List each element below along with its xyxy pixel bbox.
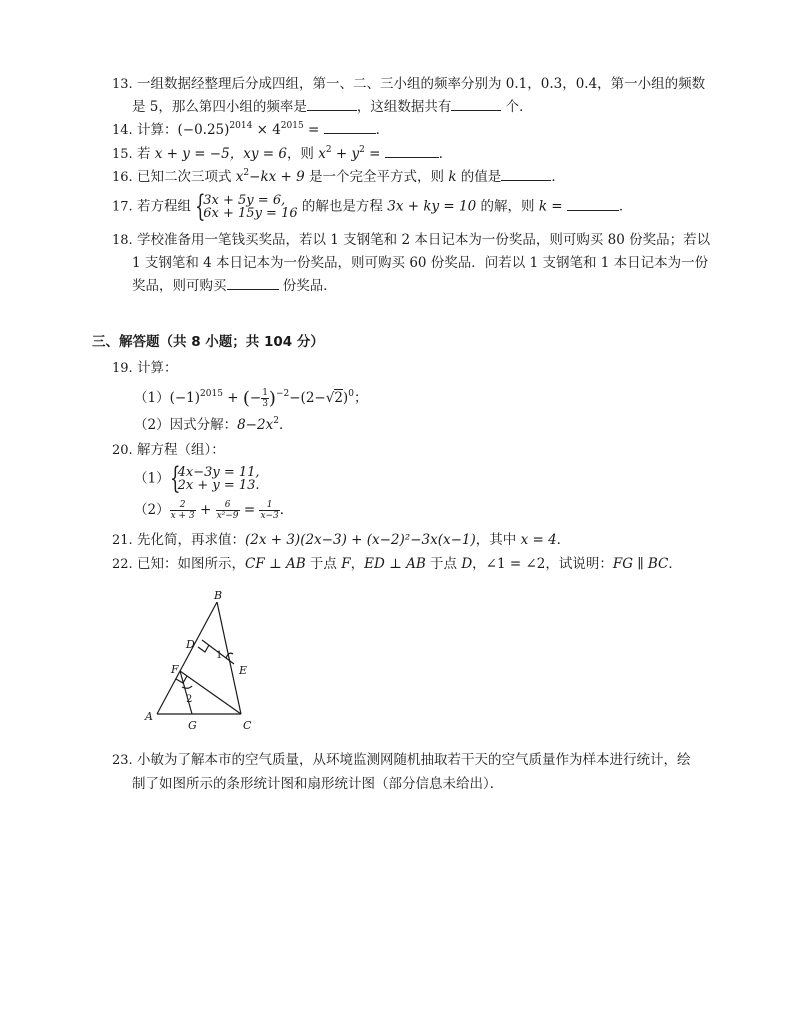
q19-title-line bbox=[112, 358, 177, 379]
q19-p1-plus: + bbox=[222, 390, 243, 406]
q19-part2-expr: 8−2x bbox=[237, 417, 274, 433]
segment-cf bbox=[180, 671, 241, 714]
q22-point-d: D bbox=[461, 556, 473, 572]
q17-blank[interactable] bbox=[567, 197, 619, 211]
q15-eq: = bbox=[364, 146, 385, 162]
q17-eq1: 3x + 5y = 6, bbox=[203, 193, 286, 208]
q18-text-3a: 奖品，则可购买 bbox=[132, 278, 227, 294]
q19-part2-exp: 2 bbox=[273, 416, 279, 426]
q14-base: (−0.25) bbox=[177, 122, 230, 138]
q20-plus: + bbox=[195, 502, 216, 518]
q19-p1-c: −(2− bbox=[289, 390, 326, 406]
q14-prefix: 计算： bbox=[136, 122, 178, 138]
q15-line bbox=[112, 144, 452, 165]
q22-ed-perp-ab: ED ⊥ AB bbox=[364, 556, 426, 572]
q14-eq: = bbox=[303, 122, 324, 138]
q21-mid: ，其中 bbox=[475, 532, 521, 548]
q20-title-line bbox=[112, 440, 225, 461]
q17-number: 17. bbox=[112, 199, 133, 215]
q19-p1-exp2: −2 bbox=[275, 389, 290, 399]
q21-text: 先化简，再求值： bbox=[136, 532, 245, 548]
q13-blank-1[interactable] bbox=[307, 97, 357, 111]
q19-part2-end: ． bbox=[278, 417, 293, 433]
q20-part1-label: （1） bbox=[134, 470, 170, 487]
q16-rest: −kx + 9 bbox=[249, 169, 305, 185]
q22-line bbox=[112, 554, 682, 575]
q19-part2-label: （2） bbox=[134, 417, 170, 433]
q13-blank-2[interactable] bbox=[451, 97, 501, 111]
angle-2-arc bbox=[182, 686, 192, 688]
q17-equation: 3x + ky = 10 bbox=[387, 198, 477, 215]
q22-t2: ， bbox=[350, 556, 365, 572]
q23-line1 bbox=[112, 750, 690, 771]
q20-end: ． bbox=[279, 502, 294, 518]
q17-system: { 3x + 5y = 6, 6x + 15y = 16 bbox=[195, 189, 298, 224]
q23-text-2: 制了如图所示的条形统计图和扇形统计图（部分信息未给出）． bbox=[132, 776, 504, 792]
q13-number: 13. bbox=[112, 77, 133, 92]
q19-p1-d: ) bbox=[342, 390, 349, 406]
q19-p1-a: (−1) bbox=[169, 390, 201, 406]
q17-mid2: 的解，则 bbox=[476, 198, 539, 215]
q20-eq2: 2x + y = 13. bbox=[177, 478, 260, 493]
q16-k: k bbox=[448, 169, 457, 185]
q17-end: ． bbox=[618, 198, 633, 215]
q18-text-1: 学校准备用一笔钱买奖品，若以 1 支钢笔和 2 本日记本为一份奖品，则可购买 80 份奖品；若以 bbox=[136, 232, 711, 248]
q18-text-3b: 份奖品． bbox=[278, 278, 337, 294]
label-a: A bbox=[145, 710, 153, 723]
q22-angle-eq: ∠1 = ∠2 bbox=[485, 556, 546, 572]
q16-prefix: 已知二次三项式 bbox=[136, 169, 236, 185]
q19-part2-text: 因式分解： bbox=[169, 417, 238, 433]
q22-t1: 于点 bbox=[305, 556, 342, 572]
q15-exp1: 2 bbox=[325, 145, 332, 155]
q23-number: 23. bbox=[112, 753, 133, 768]
q20-title: 解方程（组）： bbox=[136, 442, 225, 458]
q14-times: × 4 bbox=[252, 122, 281, 138]
q15-exp2: 2 bbox=[359, 145, 365, 155]
q22-t4: ， bbox=[472, 556, 486, 572]
q17-line bbox=[112, 189, 633, 224]
q14-number: 14. bbox=[112, 123, 133, 138]
q22-t3: 于点 bbox=[425, 556, 462, 572]
q19-p1-exp: 2015 bbox=[200, 389, 223, 399]
q19-title: 计算： bbox=[136, 360, 178, 376]
q22-cf-perp-ab: CF ⊥ AB bbox=[244, 556, 306, 572]
q23-line2 bbox=[132, 774, 503, 794]
q15-mid: ，则 bbox=[286, 146, 319, 162]
q18-line2 bbox=[132, 253, 708, 273]
q19-part1: $(1)(-1)^{2015}$ + (− $\frac{1}{3}$ )$^{-2}-(2-√2)^0$； bbox=[134, 388, 368, 409]
section-title: 三、解答题（共 8 小题；共 104 分） bbox=[92, 334, 324, 350]
q19-part2 bbox=[134, 415, 292, 435]
q20-system: { 4x−3y = 11, 2x + y = 13. bbox=[169, 461, 260, 496]
angle-1-arc bbox=[226, 653, 233, 658]
q16-x: x bbox=[235, 169, 244, 185]
q18-text-2: 1 支钢笔和 4 本日记本为一份奖品，则可购买 60 份奖品．问若以 1 支钢笔和 1 本日记本为一份 bbox=[132, 255, 709, 271]
label-angle-2: 2 bbox=[186, 694, 193, 705]
q20-eq: = bbox=[239, 502, 260, 518]
q22-text: 已知：如图所示， bbox=[136, 556, 245, 572]
q22-t5: ，试说明： bbox=[545, 556, 613, 572]
q18-blank[interactable] bbox=[227, 276, 279, 290]
q13-text-2c: 个． bbox=[501, 99, 533, 115]
label-b: B bbox=[214, 589, 223, 602]
q15-blank[interactable] bbox=[385, 144, 439, 158]
q16-blank[interactable] bbox=[501, 167, 551, 181]
q16-number: 16. bbox=[112, 170, 133, 185]
label-f: F bbox=[171, 663, 179, 676]
q15-x: x bbox=[318, 146, 326, 162]
q15-number: 15. bbox=[112, 147, 133, 162]
q20-part2 bbox=[134, 500, 293, 521]
q21-number: 21. bbox=[112, 533, 133, 548]
q13-text-2b: ，这组数据共有 bbox=[356, 99, 452, 115]
q18-number: 18. bbox=[112, 233, 133, 248]
q20-fraction-2: $\frac{6}{\text{x²−9}}$ bbox=[216, 500, 239, 521]
q17-prefix: 若方程组 bbox=[136, 198, 196, 215]
q14-exp2: 2015 bbox=[280, 121, 304, 131]
q16-suffix: 的值是 bbox=[456, 169, 502, 185]
label-angle-1: 1 bbox=[216, 650, 223, 661]
q19-p1-end: ； bbox=[353, 390, 368, 406]
q13-line1 bbox=[112, 74, 705, 95]
q16-end: ． bbox=[551, 169, 565, 185]
q16-mid: 是一个完全平方式，则 bbox=[304, 169, 449, 185]
q13-text-2a: 是 5，那么第四小组的频率是 bbox=[132, 99, 307, 115]
label-g: G bbox=[188, 719, 197, 732]
q19-p1-sqrt: 2 bbox=[334, 390, 343, 406]
q13-text-1: 一组数据经整理后分成四组，第一、二、三小组的频率分别为 0.1，0.3，0.4，第一小组的频数 bbox=[136, 76, 706, 92]
q17-k: k = bbox=[538, 198, 567, 215]
q15-plus-y: + y bbox=[331, 146, 360, 162]
label-d: D bbox=[186, 638, 195, 651]
q19-part1-label: （1） bbox=[134, 390, 170, 406]
right-angle-d bbox=[198, 645, 209, 652]
q21-value: x = 4 bbox=[520, 532, 557, 548]
q19-p1-exp3: 0 bbox=[348, 389, 354, 399]
q21-expression: (2x + 3)(2x−3) + (x−2)²−3x(x−1) bbox=[244, 532, 476, 548]
q21-line bbox=[112, 530, 570, 551]
q20-fraction-1: $\frac{2}{x + 3}$ bbox=[170, 500, 195, 521]
q14-line bbox=[112, 120, 389, 141]
q18-line3 bbox=[132, 276, 337, 296]
q19-number: 19. bbox=[112, 361, 133, 376]
q20-part1 bbox=[134, 461, 260, 496]
q21-end: ． bbox=[556, 532, 571, 548]
q17-mid: 的解也是方程 bbox=[297, 198, 388, 215]
q20-part2-label: （2） bbox=[134, 502, 170, 518]
q14-blank[interactable] bbox=[324, 120, 376, 134]
q22-number: 22. bbox=[112, 557, 133, 572]
q20-eq1: 4x−3y = 11, bbox=[177, 465, 260, 480]
q19-p1-fraction: $\frac{1}{3}$ bbox=[262, 388, 268, 409]
q22-fg-parallel-bc: FG ∥ BC bbox=[612, 556, 669, 572]
q17-eq2: 6x + 15y = 16 bbox=[203, 206, 298, 221]
q20-number: 20. bbox=[112, 443, 133, 458]
q22-point-f: F bbox=[341, 556, 351, 572]
label-e: E bbox=[239, 664, 248, 677]
q22-end: ． bbox=[668, 556, 682, 572]
geometry-figure bbox=[140, 588, 260, 736]
q15-prefix: 若 bbox=[136, 146, 155, 162]
q16-exp: 2 bbox=[243, 168, 250, 178]
q23-text-1: 小敏为了解本市的空气质量，从环境监测网随机抽取若干天的空气质量作为样本进行统计，绘 bbox=[136, 752, 691, 768]
label-c: C bbox=[243, 719, 252, 732]
q18-line1 bbox=[112, 230, 710, 251]
q20-fraction-3: $\frac{1}{x-3}$ bbox=[260, 500, 279, 521]
q15-end: ． bbox=[438, 146, 453, 162]
q14-exp1: 2014 bbox=[229, 121, 253, 131]
q15-condition: x + y = −5，xy = 6 bbox=[154, 146, 287, 162]
q16-line bbox=[112, 167, 565, 188]
q14-end: ． bbox=[375, 122, 390, 138]
q13-line2 bbox=[132, 97, 533, 117]
